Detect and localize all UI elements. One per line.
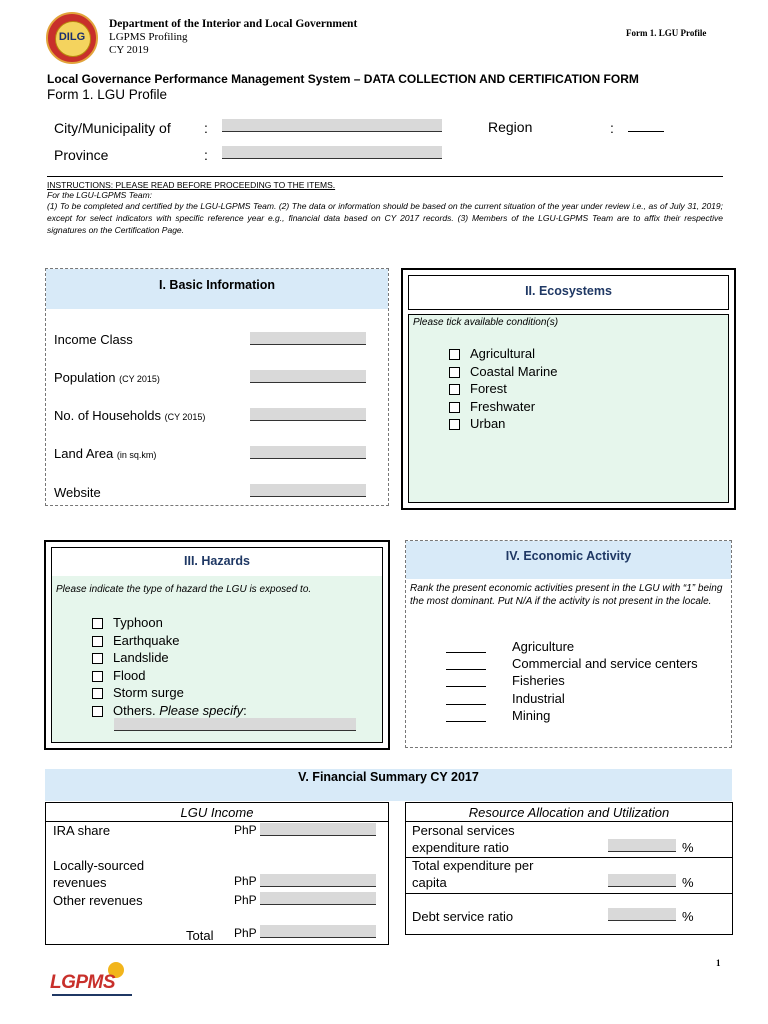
local-label-2: revenues: [53, 875, 107, 890]
lgu-income-header: LGU Income: [46, 805, 388, 822]
profiling-subtitle: LGPMS Profiling: [109, 31, 188, 43]
basic-info-panel: [45, 268, 389, 506]
ecosystems-panel: [401, 268, 736, 510]
page-number: 1: [716, 958, 721, 968]
ecosystem-item[interactable]: Forest: [449, 380, 557, 398]
region-colon: :: [610, 120, 614, 136]
debt-field[interactable]: [608, 908, 676, 921]
department-name: Department of the Interior and Local Government: [109, 18, 358, 30]
economic-panel: [405, 540, 732, 748]
ecosystem-item[interactable]: Urban: [449, 415, 557, 433]
other-label: Other revenues: [53, 893, 143, 908]
others-specify-field[interactable]: [114, 718, 356, 731]
te-label-1: Total expenditure per: [412, 858, 534, 873]
ps-field[interactable]: [608, 839, 676, 852]
hazards-panel: [44, 540, 390, 750]
economic-item[interactable]: Agriculture: [446, 638, 698, 655]
ira-field[interactable]: [260, 823, 376, 836]
hazards-hint: Please indicate the type of hazard the LGU is exposed to.: [56, 584, 312, 595]
city-colon: :: [204, 120, 208, 136]
population-field[interactable]: [250, 370, 366, 383]
te-pct: %: [682, 875, 694, 890]
hazards-inner: [51, 547, 383, 743]
households-field[interactable]: [250, 408, 366, 421]
te-field[interactable]: [608, 874, 676, 887]
hazards-list: [92, 614, 247, 719]
ecosystems-body: [408, 314, 729, 503]
province-label: Province: [54, 147, 109, 163]
province-colon: :: [204, 147, 208, 163]
checkbox[interactable]: [449, 349, 460, 360]
dilg-seal: [46, 12, 98, 64]
form-title: Form 1. LGU Profile: [47, 87, 168, 102]
ps-pct: %: [682, 840, 694, 855]
hazard-item[interactable]: Flood: [92, 667, 247, 685]
economic-hint: Rank the present economic activities present in the LGU with “1” being the most dominant. Put N/A if the activity is not present in the locale.: [410, 583, 723, 607]
lgpms-logo: [50, 968, 136, 1000]
ecosystems-hint: Please tick available condition(s): [413, 317, 559, 328]
economic-item[interactable]: Commercial and service centers: [446, 655, 698, 672]
land-area-label: Land Area (in sq.km): [54, 446, 157, 461]
financial-title: V. Financial Summary CY 2017: [298, 770, 479, 784]
hazards-title: III. Hazards: [184, 554, 250, 568]
checkbox[interactable]: [92, 671, 103, 682]
total-field[interactable]: [260, 925, 376, 938]
logo-text: LGPMS: [50, 972, 116, 993]
hazard-item[interactable]: Landslide: [92, 649, 247, 667]
te-label-2: capita: [412, 875, 447, 890]
checkbox[interactable]: [449, 384, 460, 395]
hazard-item[interactable]: Storm surge: [92, 684, 247, 702]
rank-field[interactable]: [446, 659, 486, 670]
province-field[interactable]: [222, 146, 442, 159]
instructions-heading: INSTRUCTIONS: PLEASE READ BEFORE PROCEEDING TO THE ITEMS.: [47, 180, 336, 190]
resource-allocation-table: [405, 802, 733, 935]
checkbox[interactable]: [92, 653, 103, 664]
ira-label: IRA share: [53, 823, 111, 838]
region-field[interactable]: [628, 119, 664, 132]
instructions-team: For the LGU-LGPMS Team:: [47, 190, 153, 200]
ecosystems-title: II. Ecosystems: [525, 284, 612, 298]
land-area-field[interactable]: [250, 446, 366, 459]
city-label: City/Municipality of: [54, 120, 171, 136]
basic-info-title: I. Basic Information: [159, 278, 275, 292]
hazard-item-others[interactable]: Others. Please specify:: [92, 702, 247, 720]
households-label: No. of Households (CY 2015): [54, 408, 206, 423]
year-label: CY 2019: [109, 44, 149, 56]
ecosystem-item[interactable]: Agricultural: [449, 345, 557, 363]
rank-field[interactable]: [446, 676, 486, 687]
checkbox[interactable]: [92, 636, 103, 647]
other-field[interactable]: [260, 892, 376, 905]
ecosystems-header: [408, 275, 729, 310]
income-class-field[interactable]: [250, 332, 366, 345]
local-field[interactable]: [260, 874, 376, 887]
city-field[interactable]: [222, 119, 442, 132]
rank-field[interactable]: [446, 711, 486, 722]
region-label: Region: [488, 119, 533, 135]
ira-php: PhP: [234, 823, 257, 837]
page-title: Local Governance Performance Management System – DATA COLLECTION AND CERTIFICATION FORM: [47, 72, 639, 86]
economic-list: [446, 638, 698, 724]
economic-title: IV. Economic Activity: [505, 549, 632, 563]
seal-text: DILG: [58, 31, 86, 43]
other-php: PhP: [234, 893, 257, 907]
ecosystems-list: [449, 345, 557, 433]
row-divider: [406, 893, 732, 894]
rank-field[interactable]: [446, 642, 486, 653]
ecosystem-item[interactable]: Coastal Marine: [449, 363, 557, 381]
income-class-label: Income Class: [54, 332, 133, 347]
form-tag: Form 1. LGU Profile: [626, 28, 707, 38]
hazard-item[interactable]: Earthquake: [92, 632, 247, 650]
checkbox[interactable]: [92, 706, 103, 717]
debt-label: Debt service ratio: [412, 909, 514, 924]
checkbox[interactable]: [449, 402, 460, 413]
website-field[interactable]: [250, 484, 366, 497]
total-label: Total: [186, 928, 214, 943]
checkbox[interactable]: [92, 688, 103, 699]
local-label-1: Locally-sourced: [53, 858, 145, 873]
ecosystem-item[interactable]: Freshwater: [449, 398, 557, 416]
population-label: Population (CY 2015): [54, 370, 160, 385]
resource-allocation-header: Resource Allocation and Utilization: [468, 805, 670, 820]
website-label: Website: [54, 485, 101, 500]
total-php: PhP: [234, 926, 257, 940]
checkbox[interactable]: [449, 419, 460, 430]
ps-label-1: Personal services: [412, 823, 515, 838]
logo-underline: [52, 994, 132, 996]
checkbox[interactable]: [92, 618, 103, 629]
lgu-income-table: [45, 802, 389, 945]
economic-item[interactable]: Industrial: [446, 690, 698, 707]
economic-item[interactable]: Mining: [446, 707, 698, 724]
debt-pct: %: [682, 909, 694, 924]
rank-field[interactable]: [446, 694, 486, 705]
economic-item[interactable]: Fisheries: [446, 672, 698, 689]
row-divider: [406, 821, 732, 822]
ps-label-2: expenditure ratio: [412, 840, 509, 855]
hazard-item[interactable]: Typhoon: [92, 614, 247, 632]
instructions-body: (1) To be completed and certified by the LGU-LGPMS Team. (2) The data or information should be based on the current situation of the year under review i.e., as of July 31, 2019; except for select indicators with specific reference year e.g., financial data based on CY 2017 records. (3) Members of the LGU-LGPMS Team are to affix their respective signatures on the Certification Page.: [47, 201, 723, 235]
instructions-block: [47, 176, 723, 236]
local-php: PhP: [234, 874, 257, 888]
checkbox[interactable]: [449, 367, 460, 378]
